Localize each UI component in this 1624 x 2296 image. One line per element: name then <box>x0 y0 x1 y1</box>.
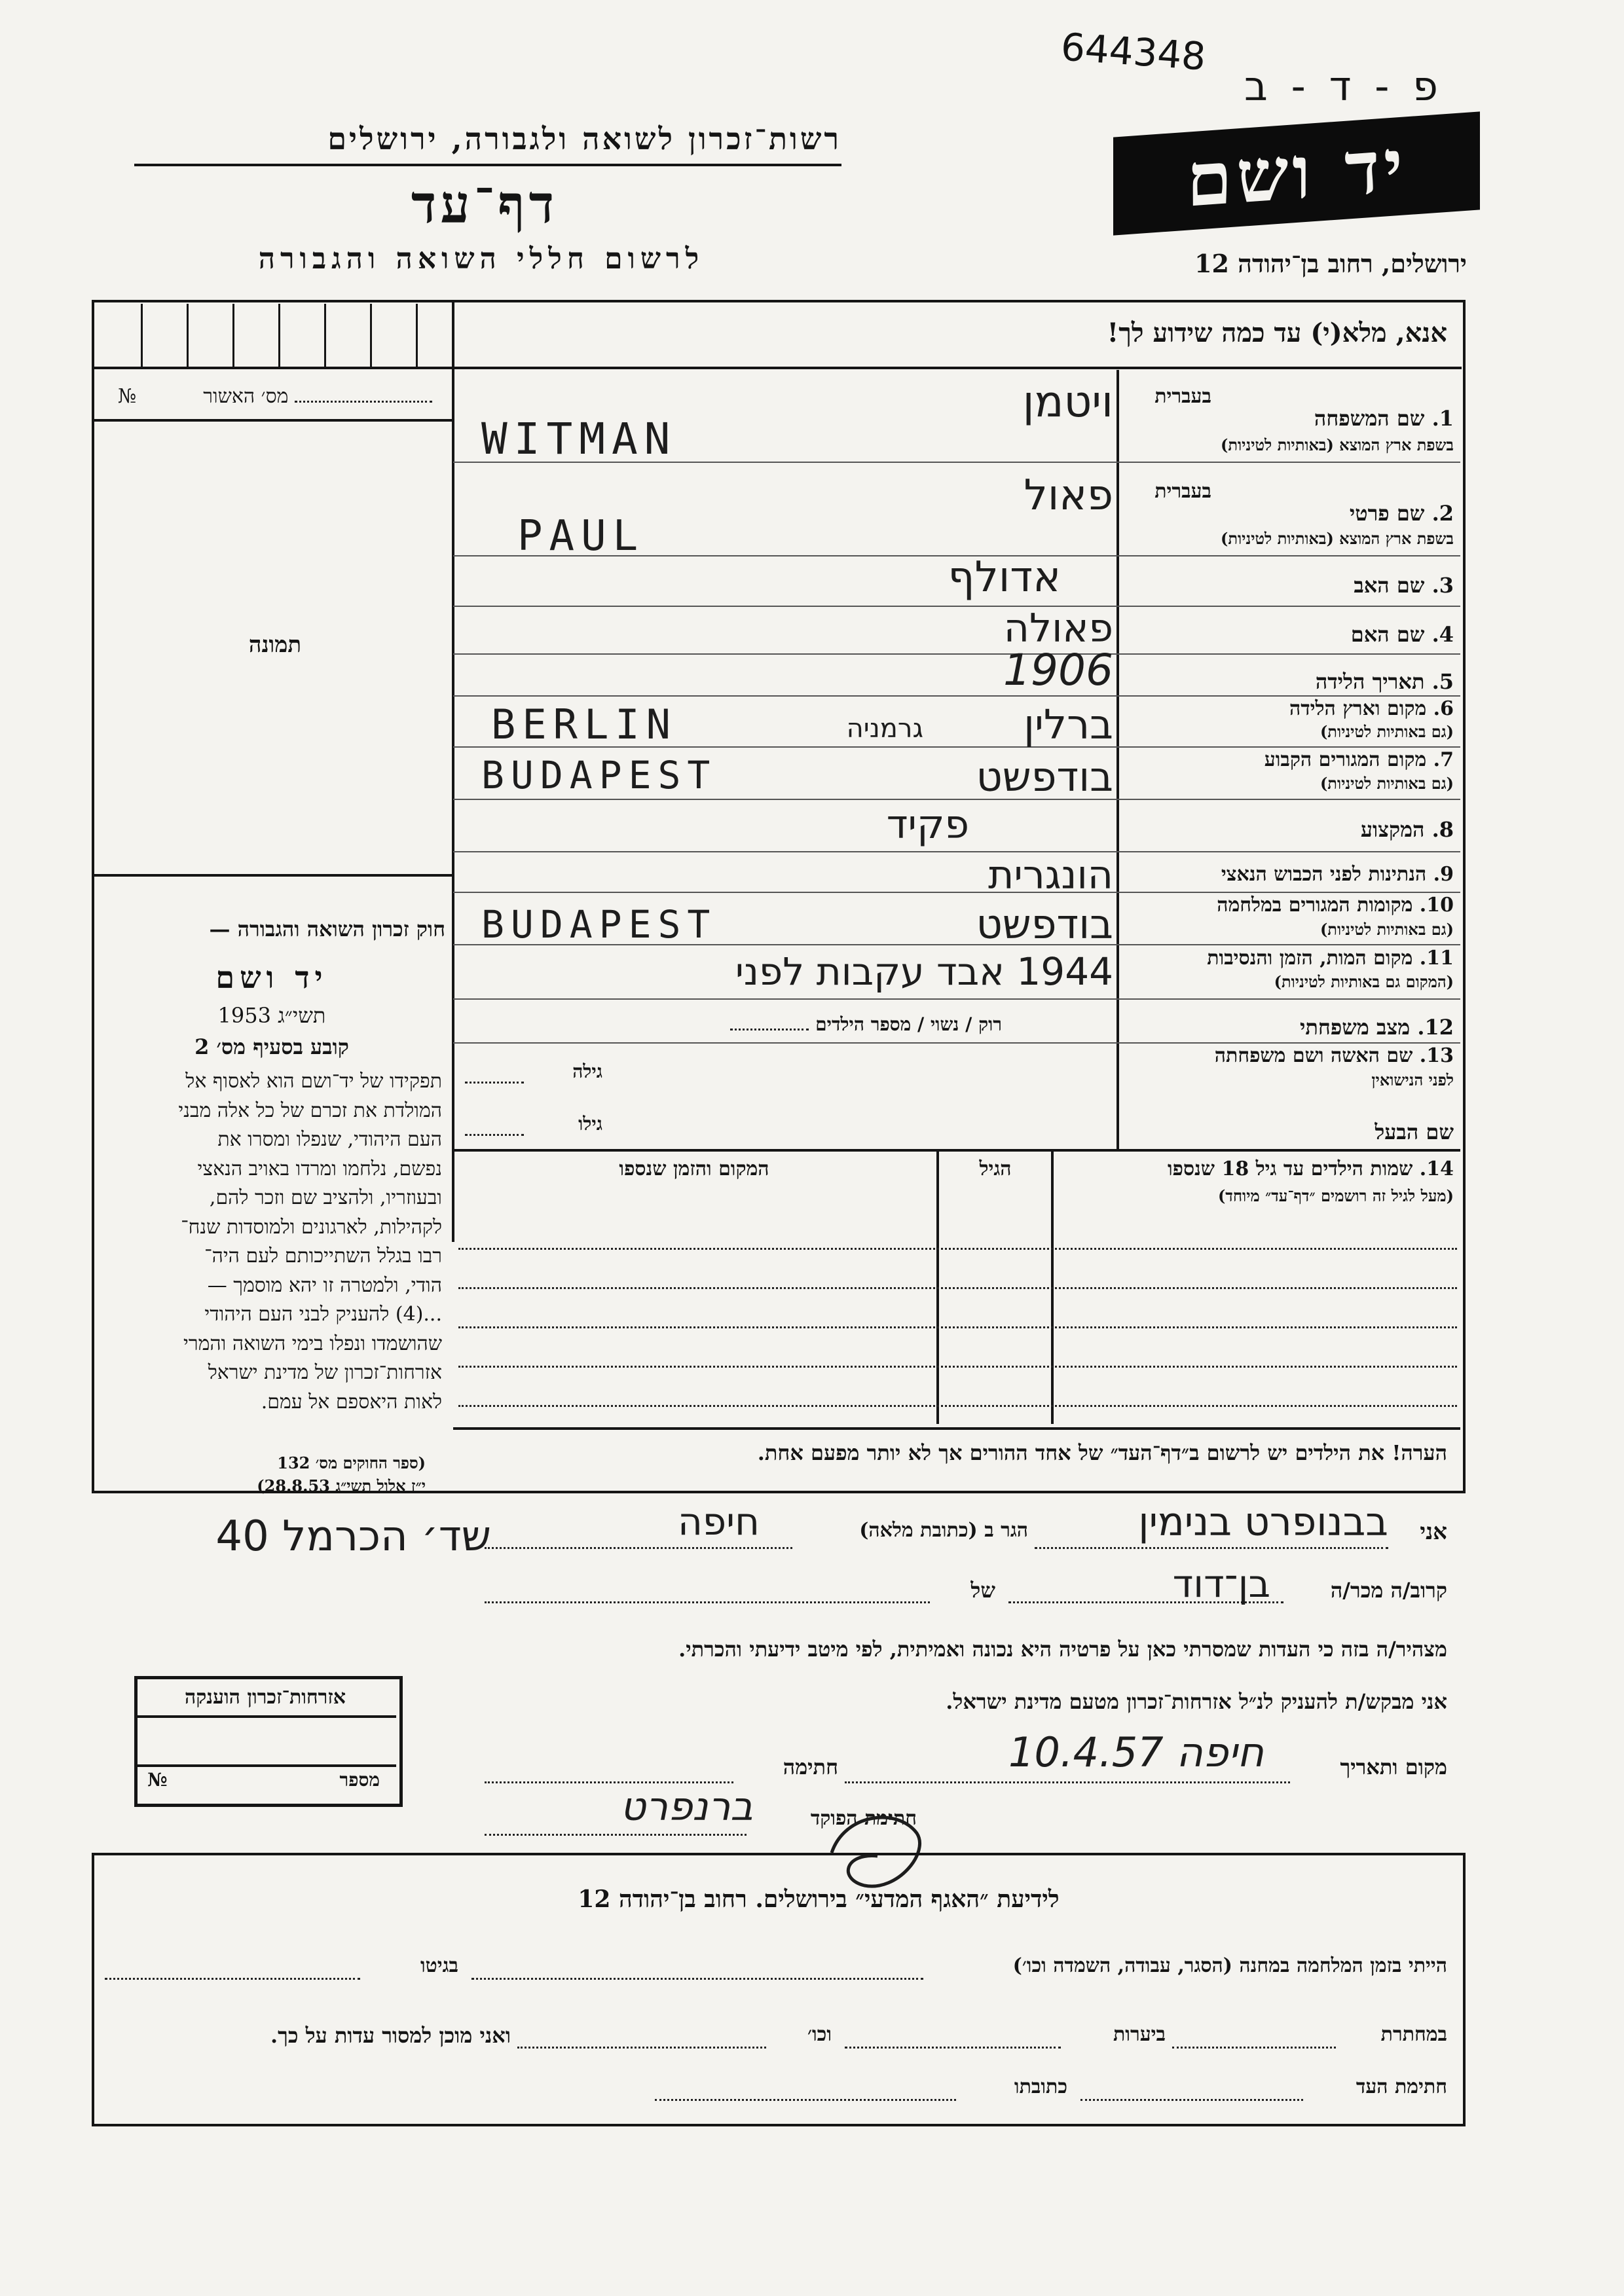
law-logo: יד ושם <box>215 960 328 995</box>
answer-birth-place-he[interactable]: ברלין <box>1024 701 1113 748</box>
children-row[interactable] <box>458 1247 1457 1250</box>
q1-label: 1. שם המשפחה <box>1314 406 1454 431</box>
answer-profession[interactable]: פקיד <box>886 802 969 848</box>
answer-residence-lat[interactable]: BUDAPEST <box>481 753 717 797</box>
q10-sublabel: (גם באותיות לטיניות) <box>1320 920 1454 939</box>
citizenship-title: אזרחות־זכרון הוענקה <box>184 1686 346 1709</box>
officer-label: חתימת הפוקד <box>810 1807 917 1830</box>
wife-age-field[interactable] <box>465 1080 524 1084</box>
attestation: מצהיר/ה בזה כי העדות שמסרתי כאן על פרטיה היא נכונה ואמיתית, לפי מיטב ידיעתי והכרתי. <box>678 1637 1447 1662</box>
request: אני מבקש/ת להעניק לנ״ל אזרחות־זכרון מטעם מדינת ישראל. <box>946 1689 1447 1714</box>
q3-label: 3. שם האב <box>1354 573 1454 598</box>
authority-name: רשות־זכרון לשואה ולגבורה, ירושלים <box>327 121 841 156</box>
declarant-name[interactable]: בבנופרט בנימין <box>1138 1499 1388 1545</box>
q2-sublabel: בשפת ארץ המוצא (באותיות לטיניות) <box>1221 529 1454 548</box>
answer-war-place-he[interactable]: בודפשט <box>976 900 1113 948</box>
ghetto-field[interactable] <box>105 1977 360 1980</box>
law-reference-1: (ספר החוקים מס׳ 132 <box>277 1453 426 1472</box>
archive-number: 644348 <box>1059 24 1208 79</box>
officer-signature: ברנפרט <box>620 1784 753 1830</box>
answer-residence-he[interactable]: בודפשט <box>976 753 1113 801</box>
law-title: חוק זכרון השואה והגבורה — <box>209 917 445 941</box>
col-age: הגיל <box>979 1157 1012 1180</box>
q9-label: 9. הנתינות לפני הכבוש הנאצי <box>1221 863 1454 886</box>
permit-line <box>92 419 453 422</box>
citizenship-number-label: מספר <box>339 1769 380 1791</box>
law-line: ...(4) להעניק לבני העם היהודי <box>204 1303 442 1326</box>
header-underline <box>134 164 841 166</box>
q6-sublabel: (גם באותיות לטיניות) <box>1320 722 1454 741</box>
answer-surname-he[interactable]: ויטמן <box>1022 376 1113 427</box>
forests-field[interactable] <box>845 2046 1061 2049</box>
address-line[interactable] <box>485 1546 792 1549</box>
officer-line[interactable] <box>485 1833 747 1836</box>
answer-war-place-lat[interactable]: BUDAPEST <box>481 902 717 947</box>
header-address: ירושלים, רחוב בן־יהודה 12 <box>1194 249 1467 278</box>
form-title: דף־עד <box>411 173 559 235</box>
answer-death[interactable]: 1944 אבד עקבות לפני <box>735 949 1113 994</box>
answer-birth-date[interactable]: 1906 <box>1003 645 1113 695</box>
signature-label: חתימה <box>783 1755 838 1779</box>
children-row[interactable] <box>458 1404 1457 1407</box>
q13-sublabel: לפני הנישואין <box>1371 1070 1454 1089</box>
permit-no-mark: № <box>118 385 137 408</box>
q6-label: 6. מקום וארץ הלידה <box>1289 697 1454 720</box>
photo-label: תמונה <box>248 632 302 658</box>
law-line: אזרחות־זכרון של מדינת ישראל <box>208 1361 442 1384</box>
camp-field[interactable] <box>471 1977 923 1980</box>
answer-birth-place-lat[interactable]: BERLIN <box>491 701 677 748</box>
place-date[interactable]: חיפה 10.4.57 <box>1008 1728 1264 1776</box>
answer-mother[interactable]: פאולה <box>1003 606 1113 651</box>
wife-age-label: גילה <box>572 1061 602 1082</box>
of-label: של <box>970 1578 995 1603</box>
declarant-label: אני <box>1420 1519 1447 1545</box>
law-year: תשי״ג 1953 <box>217 1003 326 1028</box>
q5-label: 5. תאריך הלידה <box>1315 669 1454 694</box>
law-reference-2: י״ז אלול תשי״ג 28.8.53) <box>257 1476 426 1495</box>
q10-label: 10. מקומות המגורים במלחמה <box>1217 894 1454 917</box>
ready-to-testify: ואני מוכן למסור עדות על כך. <box>270 2023 511 2048</box>
permit-label: מס׳ האשור <box>105 385 432 408</box>
q1-sublabel: בשפת ארץ המוצא (באותיות לטיניות) <box>1221 435 1454 454</box>
q1-in-hebrew: בעברית <box>1154 385 1211 408</box>
q8-label: 8. המקצוע <box>1360 817 1454 842</box>
ghetto-label: בגיטו <box>420 1954 458 1977</box>
yad-vashem-logo: יד ושם <box>1113 111 1480 235</box>
left-column-divider <box>452 302 454 1242</box>
place-date-line[interactable] <box>845 1781 1290 1783</box>
witness-signature-label: חתימת העד <box>1356 2075 1447 2098</box>
law-line: ובעוזריו, ולהציב שם וזכר להם, <box>209 1186 442 1209</box>
answer-first-lat[interactable]: PAUL <box>517 512 645 560</box>
address-street[interactable]: שד׳ הכרמל 40 <box>215 1512 491 1561</box>
q12-options[interactable]: רוק / נשוי / מספר הילדים <box>655 1013 1002 1036</box>
children-row[interactable] <box>458 1365 1457 1368</box>
witness-address-label: כתובתו <box>1014 2075 1067 2098</box>
citizenship-number-mark: № <box>147 1769 168 1791</box>
witness-address-field[interactable] <box>655 2098 956 2101</box>
husband-label: שם הבעל <box>1375 1120 1454 1144</box>
place-date-label: מקום ותאריך <box>1340 1755 1447 1779</box>
law-line: שהושמדו ונפלו בימי השואה והמרי <box>183 1332 442 1355</box>
col-place: המקום והזמן שנספו <box>619 1157 769 1180</box>
law-text <box>98 1067 442 1417</box>
answer-birth-country-he[interactable]: גרמניה <box>846 714 923 744</box>
law-clause: קובע בסעיף מס׳ 2 <box>194 1034 349 1059</box>
of-line[interactable] <box>485 1601 930 1603</box>
husband-age-field[interactable] <box>465 1133 524 1136</box>
law-line: לקהילות, לארגונים ולמוסדות שנח־ <box>181 1215 442 1239</box>
relation[interactable]: בן־דוד <box>1172 1561 1270 1606</box>
answer-first-he[interactable]: פאול <box>1024 471 1113 520</box>
law-line: תפקידו של יד־ושם הוא לאסוף אל <box>185 1070 442 1093</box>
permit-number-field[interactable] <box>295 401 432 403</box>
q4-label: 4. שם האם <box>1350 622 1454 647</box>
q11-label: 11. מקום המות, הזמן והנסיבות <box>1207 947 1454 970</box>
q2-label: 2. שם פרטי <box>1349 501 1454 526</box>
photo-bottom-line <box>92 874 453 877</box>
law-line: נפשם, נלחמו ומרדו באויב הנאצי <box>197 1157 442 1180</box>
label-column-divider <box>1116 370 1119 1149</box>
resides-label: הגר ב (כתובת מלאה) <box>859 1519 1028 1542</box>
q11-sublabel: (המקום גם באותיות לטיניות) <box>1274 972 1454 991</box>
bottom-line1: הייתי בזמן המלחמה במחנה (הסגר, עבודה, השמדה וכו׳) <box>1012 1954 1447 1977</box>
answer-surname-lat[interactable]: WITMAN <box>481 414 677 464</box>
underground-field[interactable] <box>1172 2046 1336 2049</box>
bottom-dept: לידיעת ״האגף המדעי״ בירושלים. רחוב בן־יהודה 12 <box>578 1886 1060 1913</box>
relative-label: קרוב/ה מכר/ה <box>1330 1578 1447 1603</box>
forests-label: ביערות <box>1113 2023 1166 2046</box>
q13-label: 13. שם האשה ושם משפחתה <box>1214 1044 1454 1067</box>
law-line: העם היהודי, שנפלו ומסרו את <box>217 1128 442 1151</box>
law-line: רבו בגלל השתייכותם לעם היה־ <box>204 1245 442 1267</box>
q14-label: 14. שמות הילדים עד גיל 18 שנספו <box>1167 1157 1454 1180</box>
etc-label: וכו׳ <box>807 2023 832 2046</box>
q14-sublabel: (מעל לגיל זה רושמים ״דף־עד״ מיוחד) <box>1217 1186 1454 1205</box>
code-boxes <box>95 304 452 367</box>
etc-field[interactable] <box>517 2046 766 2049</box>
children-row[interactable] <box>458 1286 1457 1289</box>
q7-sublabel: (גם באותיות לטיניות) <box>1320 774 1454 793</box>
form-instruction: אנא, מלא(י) עד כמה שידוע לך! <box>1107 318 1447 348</box>
form-subtitle: לרשום חללי השואה והגבורה <box>258 242 705 276</box>
declarant-line[interactable] <box>1035 1546 1388 1549</box>
law-line: לאות היאספם אל עמם. <box>261 1390 442 1413</box>
note-top-line <box>453 1427 1460 1430</box>
top-row-line <box>92 367 1462 369</box>
witness-signature-field[interactable] <box>1080 2098 1303 2101</box>
law-line: המולדת את זכרם של כל אלה מבני <box>178 1099 442 1122</box>
archive-code: פ - ד - ב <box>1244 62 1443 110</box>
children-top-line <box>453 1149 1460 1152</box>
answer-father[interactable]: אדולף <box>948 553 1061 602</box>
children-note: הערה! את הילדים יש לרשום ב״דף־העד״ של אחד ההורים אך לא יותר מפעם אחת. <box>757 1440 1447 1465</box>
answer-citizenship[interactable]: הונגרית <box>987 852 1113 898</box>
signature-line[interactable] <box>485 1781 733 1783</box>
law-line: הודי, ולמטרה זו יהא מוסמך — <box>207 1273 442 1297</box>
q7-label: 7. מקום המגורים הקבוע <box>1264 748 1454 771</box>
children-row[interactable] <box>458 1326 1457 1328</box>
husband-age-label: גילו <box>578 1113 602 1135</box>
q12-label: 12. מצב משפחתי <box>1300 1015 1454 1040</box>
q2-in-hebrew: בעברית <box>1154 480 1211 503</box>
underground-label: במחתרת <box>1380 2023 1447 2046</box>
address-city[interactable]: חיפה <box>678 1499 760 1544</box>
